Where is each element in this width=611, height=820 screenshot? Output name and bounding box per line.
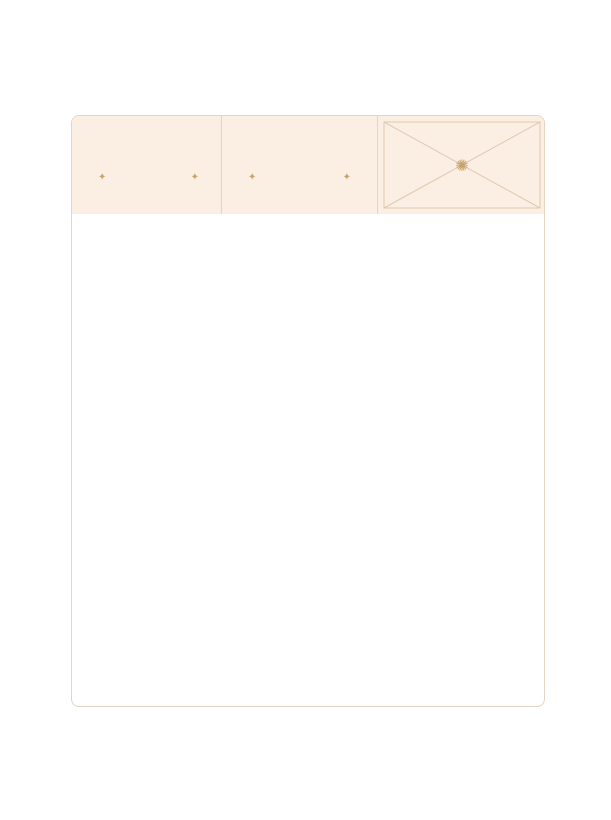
sparkle-icon: ✦ xyxy=(342,172,351,183)
size-table xyxy=(71,115,545,707)
svg-text:✺: ✺ xyxy=(455,156,469,175)
sparkle-icon: ✦ xyxy=(190,172,199,183)
header-corner xyxy=(378,116,545,214)
sparkle-icon: ✦ xyxy=(98,172,107,183)
sparkle-icon: ✦ xyxy=(248,172,257,183)
header-normal xyxy=(222,116,378,214)
corner-diagonal-icon xyxy=(378,116,545,214)
header-stretch xyxy=(72,116,222,214)
